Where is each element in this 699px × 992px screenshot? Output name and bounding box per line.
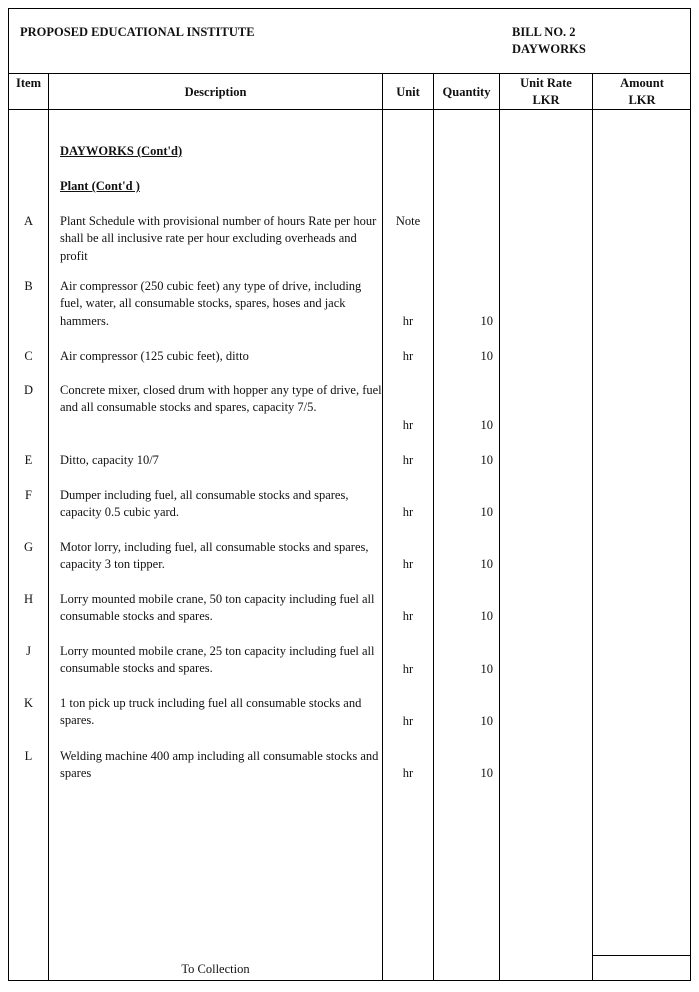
- row-quantity: 10: [480, 609, 493, 623]
- row-unit: hr: [402, 714, 414, 728]
- row-unit: hr: [402, 557, 414, 571]
- row-unit: hr: [402, 349, 414, 363]
- row-quantity: 10: [480, 505, 493, 519]
- row-description: Lorry mounted mobile crane, 25 ton capacity including fuel all consumable stocks and spares.: [60, 644, 375, 676]
- column-header-amount-currency: LKR: [628, 93, 656, 107]
- column-header-amount: Amount: [620, 76, 664, 90]
- row-description: Motor lorry, including fuel, all consumable stocks and spares, capacity 3 ton tipper.: [60, 540, 369, 572]
- row-quantity: 10: [480, 766, 493, 780]
- row-unit: hr: [402, 453, 414, 467]
- row-item-code: J: [26, 644, 31, 658]
- row-item-code: C: [24, 349, 33, 363]
- row-quantity: 10: [480, 453, 493, 467]
- row-item-code: F: [25, 488, 32, 502]
- row-unit: hr: [402, 505, 414, 519]
- description-column-line: [382, 73, 383, 981]
- column-header-description: Description: [184, 85, 247, 99]
- section-heading: DAYWORKS (Cont'd): [60, 144, 183, 158]
- row-quantity: 10: [480, 557, 493, 571]
- row-description: Plant Schedule with provisional number of hours Rate per hour shall be all inclusive rate per hour excluding overheads and profit: [60, 214, 377, 263]
- row-item-code: G: [23, 540, 34, 554]
- bill-number: BILL NO. 2: [512, 25, 576, 39]
- bill-name: DAYWORKS: [512, 42, 586, 56]
- column-header-divider: [8, 109, 691, 110]
- column-header-quantity: Quantity: [442, 85, 491, 99]
- column-header-unit-rate: Unit Rate: [520, 76, 572, 90]
- to-collection-label: To Collection: [181, 962, 250, 976]
- row-quantity: 10: [480, 714, 493, 728]
- column-header-unit: Unit: [396, 85, 420, 99]
- row-quantity: 10: [480, 349, 493, 363]
- row-unit: hr: [402, 609, 414, 623]
- row-item-code: H: [23, 592, 34, 606]
- row-unit: hr: [402, 314, 414, 328]
- row-item-code: L: [24, 749, 33, 763]
- row-item-code: K: [23, 696, 34, 710]
- column-header-item: Item: [16, 76, 41, 90]
- row-item-code: B: [24, 279, 33, 293]
- row-item-code: D: [23, 383, 34, 397]
- row-description: Air compressor (125 cubic feet), ditto: [60, 349, 249, 363]
- row-description: Welding machine 400 amp including all consumable stocks and spares: [60, 749, 379, 781]
- row-item-code: E: [24, 453, 33, 467]
- row-quantity: 10: [480, 418, 493, 432]
- rate-column-line: [592, 73, 593, 981]
- row-unit: hr: [402, 766, 414, 780]
- unit-column-line: [433, 73, 434, 981]
- row-description: Ditto, capacity 10/7: [60, 453, 159, 467]
- row-quantity: 10: [480, 314, 493, 328]
- section-subheading: Plant (Cont'd ): [60, 179, 140, 193]
- column-header-unit-rate-currency: LKR: [532, 93, 560, 107]
- row-description: Dumper including fuel, all consumable stocks and spares, capacity 0.5 cubic yard.: [60, 488, 349, 520]
- amount-total-line: [592, 955, 691, 956]
- row-unit: hr: [402, 418, 414, 432]
- row-item-code: A: [23, 214, 34, 228]
- row-description: 1 ton pick up truck including fuel all consumable stocks and spares.: [60, 696, 362, 728]
- project-title: PROPOSED EDUCATIONAL INSTITUTE: [20, 25, 255, 39]
- row-description: Lorry mounted mobile crane, 50 ton capacity including fuel all consumable stocks and spares.: [60, 592, 375, 624]
- row-description: Concrete mixer, closed drum with hopper any type of drive, fuel and all consumable stocks and spares, capacity 7/5.: [60, 383, 382, 415]
- quantity-column-line: [499, 73, 500, 981]
- row-quantity: 10: [480, 662, 493, 676]
- row-unit: Note: [395, 214, 421, 228]
- row-unit: hr: [402, 662, 414, 676]
- row-description: Air compressor (250 cubic feet) any type of drive, including fuel, water, all consumable stocks, spares, hoses and jack hammers.: [60, 279, 362, 328]
- item-column-line: [48, 73, 49, 981]
- header-divider: [8, 73, 691, 74]
